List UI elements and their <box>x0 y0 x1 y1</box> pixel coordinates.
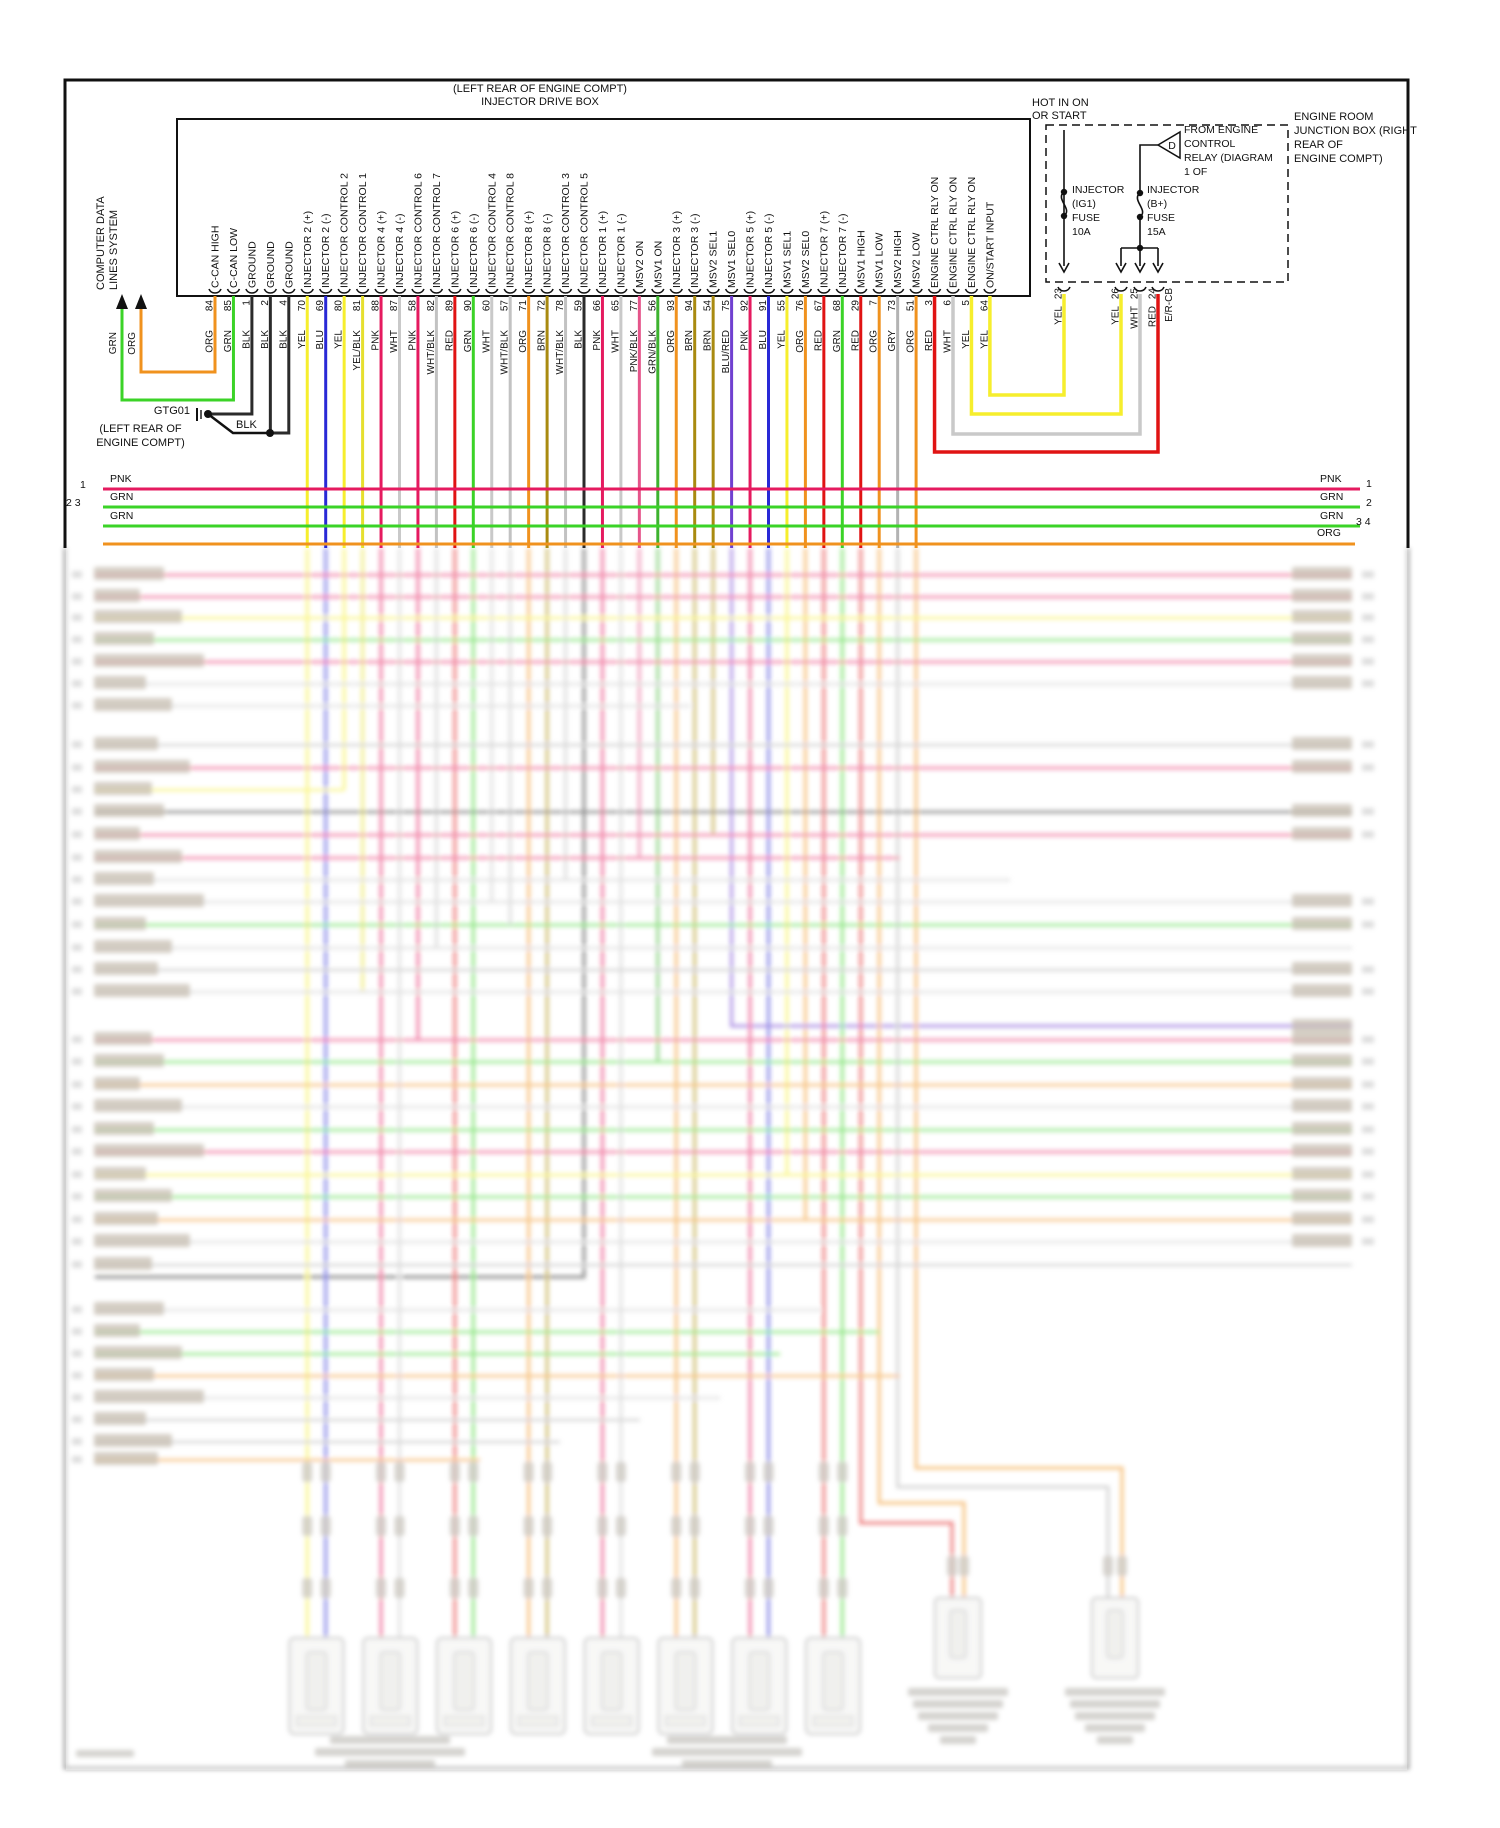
pin-color-label: WHT <box>481 330 493 353</box>
pin-number-label: 73 <box>887 300 899 312</box>
pin-arc <box>430 289 442 293</box>
jb-pin-color: WHT <box>1129 306 1141 329</box>
jb-pin-number: 25 <box>1129 288 1141 300</box>
pin-color-label: BLK <box>259 330 271 349</box>
arrow-up-icon <box>135 294 147 309</box>
pin-arc <box>633 289 645 293</box>
pin-arc <box>836 289 848 293</box>
pin-color-label: PNK <box>407 330 419 351</box>
pin-color-label: WHT <box>942 330 954 353</box>
pin-arc <box>910 289 922 293</box>
pin-color-label: YEL <box>333 330 345 349</box>
pin-number-label: 89 <box>444 300 456 312</box>
pin-number-label: 87 <box>389 300 400 312</box>
bus3-right-color: GRN <box>1320 510 1344 522</box>
fuse2-circuit: (B+) <box>1147 198 1168 210</box>
pin-color-label: BRN <box>684 330 696 352</box>
pin-number-label: 1 <box>241 300 253 306</box>
bus1-right-color: PNK <box>1320 473 1342 485</box>
pin-arc <box>209 289 221 293</box>
pin-signal-label: INJECTOR 6 (-) <box>467 213 480 288</box>
junction-box-line3: REAR OF <box>1294 139 1343 151</box>
pin-arc <box>855 289 867 293</box>
pin-arc <box>763 289 775 293</box>
pin-signal-label: MSV2 SEL0 <box>799 230 812 288</box>
breaker-label: E/R-CB <box>1164 288 1175 322</box>
pin-color-label: GRN <box>222 330 234 353</box>
fuse1-circuit: (IG1) <box>1072 198 1096 210</box>
pin-arc <box>523 289 535 293</box>
pin-number-label: 7 <box>868 300 880 306</box>
pin-arc <box>670 289 682 293</box>
pin-arc <box>892 289 904 293</box>
pin-color-label: BLU <box>758 330 769 350</box>
fuse1-word: FUSE <box>1072 212 1101 224</box>
pin-number-label: 54 <box>702 300 714 312</box>
pin-number-label: 82 <box>425 300 437 312</box>
pin-number-label: 69 <box>315 300 327 312</box>
pin-number-label: 3 <box>924 300 936 306</box>
blur-wash-overlay <box>66 548 1407 1770</box>
pin-color-label: GRN/BLK <box>647 330 659 374</box>
pin-arc <box>781 289 793 293</box>
pin-signal-label: INJECTOR 8 (+) <box>523 210 536 288</box>
pin-signal-label: INJECTOR 2 (+) <box>301 210 314 288</box>
pin-number-label: 5 <box>960 300 972 306</box>
pin-signal-label: INJECTOR 5 (-) <box>763 213 775 288</box>
pin-number-label: 4 <box>278 300 290 306</box>
bus34-right-number: 3 4 <box>1356 516 1371 528</box>
junction-dot <box>266 429 274 437</box>
pin-signal-label: INJECTOR CONTROL 7 <box>430 173 443 288</box>
pin-arc <box>984 289 996 293</box>
hot-label-line2: OR START <box>1032 110 1087 122</box>
fuse2-name: INJECTOR <box>1147 184 1200 196</box>
pin-color-label: ORG <box>794 330 806 353</box>
pin-arc <box>264 289 276 293</box>
pin-arc <box>301 289 313 293</box>
pin-signal-label: MSV2 HIGH <box>892 230 905 288</box>
pin-arc <box>283 289 295 293</box>
pin-color-label: PNK/BLK <box>628 330 640 373</box>
pin-color-label: RED <box>813 330 825 352</box>
pin-arc <box>596 289 608 293</box>
pin-color-label: GRN <box>462 330 474 353</box>
pin-signal-label: ENGINE CTRL RLY ON <box>947 176 960 288</box>
bus23-left-number: 2 3 <box>66 497 81 509</box>
pin-color-label: BLU <box>315 330 327 350</box>
pin-number-label: 77 <box>628 300 640 312</box>
bus2-left-color: GRN <box>110 491 134 503</box>
pin-arc <box>541 289 553 293</box>
pin-number-label: 60 <box>481 300 493 312</box>
ground-location-line1: (LEFT REAR OF <box>99 423 182 435</box>
pin-signal-label: INJECTOR 8 (-) <box>541 213 554 288</box>
pin-number-label: 64 <box>979 300 991 312</box>
pin-signal-label: MSV1 SEL0 <box>726 230 739 288</box>
pin-color-label: GRN <box>831 330 843 353</box>
pin-color-label: WHT <box>389 330 400 353</box>
pin-number-label: 85 <box>222 300 234 312</box>
pin-color-label: BRN <box>702 330 714 352</box>
fuse1-name: INJECTOR <box>1072 184 1125 196</box>
pin-number-label: 65 <box>610 300 622 312</box>
pin-color-label: PNK <box>370 330 382 351</box>
arrow-up-icon <box>116 294 128 309</box>
pin-color-label: RED <box>924 330 936 352</box>
pin-signal-label: GROUND <box>264 241 277 288</box>
pin-arc <box>744 289 756 293</box>
pin-arc <box>486 289 498 293</box>
pin-number-label: 70 <box>296 300 308 312</box>
relay-letter: D <box>1168 140 1176 152</box>
pin-color-label: BLK <box>278 330 290 349</box>
fuse2-word: FUSE <box>1147 212 1176 224</box>
pin-arc <box>929 289 941 293</box>
pin-color-label: BRN <box>536 330 548 352</box>
pin-signal-label: MSV1 HIGH <box>855 230 868 288</box>
pin-color-label: BLU/RED <box>721 330 733 374</box>
pin-number-label: 88 <box>370 300 382 312</box>
pin-signal-label: INJECTOR CONTROL 5 <box>578 173 591 288</box>
pin-signal-label: INJECTOR 6 (+) <box>449 210 462 288</box>
pin-signal-label: MSV1 SEL1 <box>781 230 794 288</box>
pin-number-label: 90 <box>462 300 474 312</box>
pin-arc <box>227 289 239 293</box>
pin-arc <box>504 289 516 293</box>
pin-color-label: PNK <box>739 330 751 351</box>
pin-arc <box>799 289 811 293</box>
pin-number-label: 2 <box>259 300 271 306</box>
can-low-wire <box>122 296 233 400</box>
junction-box-line1: ENGINE ROOM <box>1294 111 1374 123</box>
pin-number-label: 59 <box>573 300 585 312</box>
pin-arc <box>615 289 627 293</box>
pin-arc <box>412 289 424 293</box>
pin-arc <box>320 289 332 293</box>
bus2-right-color: GRN <box>1320 491 1344 503</box>
pin-arc <box>689 289 701 293</box>
pin-arc <box>375 289 387 293</box>
pin-color-label: BLK <box>241 330 253 349</box>
pin-number-label: 84 <box>204 300 216 312</box>
drive-box-location: (LEFT REAR OF ENGINE COMPT) <box>453 83 627 95</box>
can-wire-color: GRN <box>108 332 119 355</box>
pin-arc <box>467 289 479 293</box>
pin-signal-label: ON/START INPUT <box>984 201 997 288</box>
jb-pin-color: YEL <box>1110 306 1122 325</box>
fuse-symbol <box>1137 193 1142 217</box>
pin-number-label: 57 <box>499 300 511 312</box>
ground-location-line2: ENGINE COMPT) <box>96 437 185 449</box>
fuse2-rating: 15A <box>1147 226 1166 238</box>
pin-arc <box>947 289 959 293</box>
pin-color-label: ORG <box>204 330 216 353</box>
pin-arc <box>707 289 719 293</box>
pin-signal-label: GROUND <box>283 241 296 288</box>
pin-color-label: YEL <box>979 330 991 349</box>
pin-number-label: 78 <box>555 300 567 312</box>
pin-color-label: GRY <box>887 330 899 352</box>
computer-data-label: COMPUTER DATA <box>95 196 107 290</box>
pin-signal-label: MSV2 LOW <box>910 232 923 288</box>
pin-arc <box>873 289 885 293</box>
pin-signal-label: INJECTOR 4 (+) <box>375 210 388 288</box>
pin-signal-label: MSV1 ON <box>652 240 665 288</box>
pin-signal-label: ENGINE CTRL RLY ON <box>929 176 942 288</box>
hot-label-line1: HOT IN ON <box>1032 97 1089 109</box>
pin-number-label: 93 <box>665 300 677 312</box>
pin-color-label: ORG <box>518 330 530 353</box>
pin-color-label: WHT/BLK <box>499 330 511 375</box>
pin-arc <box>246 289 258 293</box>
pin-number-label: 94 <box>684 300 696 312</box>
pin-color-label: RED <box>850 330 862 352</box>
pin-number-label: 92 <box>739 300 751 312</box>
pin-number-label: 51 <box>905 300 917 312</box>
pin-arc <box>818 289 830 293</box>
ground-wire-color: BLK <box>236 419 257 431</box>
can-wire-color: ORG <box>127 332 138 355</box>
bus4-right-color: ORG <box>1317 527 1341 539</box>
drive-box-title: INJECTOR DRIVE BOX <box>481 96 599 108</box>
pin-signal-label: INJECTOR 7 (-) <box>836 213 849 288</box>
bus2-right-number: 2 <box>1366 497 1372 509</box>
pin-signal-label: INJECTOR 2 (-) <box>320 213 333 288</box>
pin-signal-label: INJECTOR 1 (+) <box>596 210 609 288</box>
jb-pin-number: 24 <box>1147 288 1159 300</box>
computer-data-label: LINES SYSTEM <box>108 209 120 290</box>
relay-ref-line4: 1 OF <box>1184 166 1208 178</box>
pin-color-label: BLK <box>573 330 585 349</box>
pin-signal-label: INJECTOR CONTROL 8 <box>504 173 517 288</box>
jb-pin-number: 23 <box>1053 288 1065 300</box>
pin-arc <box>357 289 369 293</box>
pin-signal-label: INJECTOR 5 (+) <box>744 210 757 288</box>
pin-color-label: ORG <box>665 330 677 353</box>
pin-color-label: YEL <box>296 330 308 349</box>
pin-arc <box>652 289 664 293</box>
pin-signal-label: GROUND <box>246 241 259 288</box>
relay-ref-line1: FROM ENGINE <box>1184 124 1259 136</box>
ctrl-rly-wire-red <box>935 294 1158 452</box>
bus1-left-number: 1 <box>80 479 86 491</box>
jb-pin-color: RED <box>1147 306 1159 328</box>
pin-signal-label: INJECTOR 1 (-) <box>615 213 628 288</box>
pin-color-label: RED <box>444 330 456 352</box>
junction-box-line2: JUNCTION BOX (RIGHT <box>1294 125 1417 137</box>
pin-arc <box>338 289 350 293</box>
pin-number-label: 71 <box>518 300 530 312</box>
pin-number-label: 80 <box>333 300 345 312</box>
pin-number-label: 29 <box>850 300 862 312</box>
pin-signal-label: C-CAN HIGH <box>209 225 222 288</box>
pin-signal-label: MSV1 LOW <box>873 232 886 288</box>
pin-number-label: 58 <box>407 300 419 312</box>
pin-signal-label: MSV2 SEL1 <box>707 230 720 288</box>
pin-color-label: ORG <box>868 330 880 353</box>
pin-signal-label: INJECTOR 3 (-) <box>689 213 702 288</box>
bus1-left-color: PNK <box>110 473 132 485</box>
pin-signal-label: INJECTOR CONTROL 6 <box>412 173 425 288</box>
pin-number-label: 56 <box>647 300 659 312</box>
pin-signal-label: C-CAN LOW <box>227 227 240 288</box>
pin-number-label: 75 <box>721 300 733 312</box>
pin-signal-label: ENGINE CTRL RLY ON <box>965 176 978 288</box>
pin-number-label: 72 <box>536 300 548 312</box>
pin-number-label: 66 <box>591 300 603 312</box>
pin-arc <box>560 289 572 293</box>
pin-arc <box>726 289 738 293</box>
pin-number-label: 6 <box>942 300 954 306</box>
pin-number-label: 76 <box>794 300 806 312</box>
pin-number-label: 81 <box>352 300 364 312</box>
fuse1-rating: 10A <box>1072 226 1091 238</box>
pin-arc <box>449 289 461 293</box>
ground-id: GTG01 <box>153 405 190 417</box>
pin-color-label: YEL <box>960 330 972 349</box>
pin-signal-label: INJECTOR CONTROL 2 <box>338 173 351 288</box>
pin-color-label: ORG <box>905 330 917 353</box>
pin-arc <box>394 289 406 293</box>
pin-signal-label: INJECTOR CONTROL 1 <box>357 173 370 288</box>
pin-signal-label: MSV2 ON <box>633 240 646 288</box>
jb-pin-color: YEL <box>1053 306 1065 325</box>
pin-signal-label: INJECTOR 4 (-) <box>394 213 406 288</box>
bus1-right-number: 1 <box>1366 478 1372 490</box>
pin-arc <box>578 289 590 293</box>
bus3-left-color: GRN <box>110 510 134 522</box>
relay-ref-line2: CONTROL <box>1184 138 1236 150</box>
pin-color-label: YEL <box>776 330 788 349</box>
junction-dot <box>204 410 212 418</box>
pin-number-label: 91 <box>758 300 769 312</box>
pin-signal-label: INJECTOR 3 (+) <box>670 210 683 288</box>
pin-number-label: 55 <box>776 300 788 312</box>
jb-pin-number: 26 <box>1110 288 1122 300</box>
pin-signal-label: INJECTOR 7 (+) <box>818 210 831 288</box>
pin-signal-label: INJECTOR CONTROL 3 <box>560 173 573 288</box>
relay-ref-line3: RELAY (DIAGRAM <box>1184 152 1273 164</box>
pin-color-label: WHT <box>610 330 622 353</box>
pin-signal-label: INJECTOR CONTROL 4 <box>486 173 499 288</box>
pin-color-label: WHT/BLK <box>425 330 437 375</box>
junction-box-line4: ENGINE COMPT) <box>1294 153 1383 165</box>
pin-color-label: WHT/BLK <box>555 330 567 375</box>
pin-number-label: 68 <box>831 300 843 312</box>
pin-number-label: 67 <box>813 300 825 312</box>
ground-wire-4 <box>270 296 289 433</box>
pin-arc <box>965 289 977 293</box>
pin-color-label: YEL/BLK <box>352 330 364 371</box>
pin-color-label: PNK <box>591 330 603 351</box>
